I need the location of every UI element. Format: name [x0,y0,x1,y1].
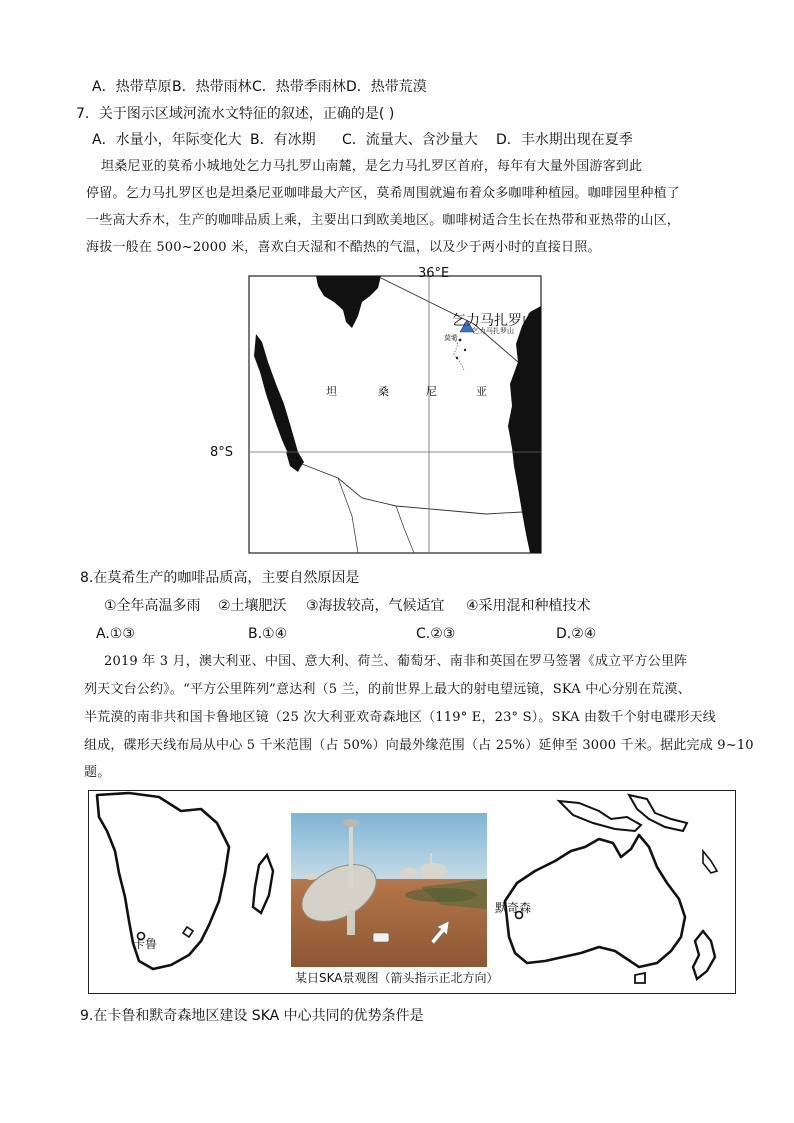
q7-option-a: A．水量小，年际变化大 [92,132,242,148]
q6-option-c: C．热带季雨林 [252,79,346,95]
passage2-line-2: 列天文台公约》。“平方公里阵列”意达利（5 兰，的前世界上最大的射电望远镜，SKA 中心分别在荒漠、 [84,682,691,697]
karoo-label: 卡鲁 [133,937,158,951]
q8-option-d: D.②④ [556,626,597,642]
q8-option-a: A.①③ [96,626,135,642]
country-char-2: 桑 [378,385,389,398]
ska-figure [88,790,736,994]
q7-option-c: C．流量大、含沙量大 [342,132,478,148]
city-label: 莫希 [444,334,458,342]
q6-option-b: B．热带雨林 [172,79,252,95]
q9-stem: 9.在卡鲁和默奇森地区建设 SKA 中心共同的优势条件是 [80,1008,424,1024]
australia-map [489,791,733,991]
passage1-line-1: 坦桑尼亚的莫希小城地处乞力马扎罗山南麓，是乞力马扎罗区首府，每年有大量外国游客到此 [101,159,643,174]
passage1-line-3: 一些高大乔木，生产的咖啡品质上乘，主要出口到欧美地区。咖啡树适合生长在热带和亚热带的山区， [86,213,681,228]
passage2-line-5: 题。 [84,765,111,780]
parallel-8s-label: 8°S [210,445,234,460]
q8-option-c: C.②③ [416,626,456,642]
murchison-label: 默奇森 [495,901,532,915]
country-char-1: 坦 [326,385,337,398]
passage1-line-4: 海拔一般在 500~2000 米，喜欢白天湿和不酷热的气温，以及少于两小时的直接日照。 [86,240,601,255]
ska-photo [291,813,499,991]
q8-statement-4: ④采用混和种植技术 [466,598,591,614]
passage2-line-1: 2019 年 3 月，澳大利亚、中国、意大利、荷兰、葡萄牙、南非和英国在罗马签署《成立平方公里阵 [104,654,688,669]
q6-option-a: A．热带草原 [92,79,172,95]
q6-option-d: D．热带荒漠 [346,79,427,95]
q7-option-d: D．丰水期出现在夏季 [496,132,633,148]
country-char-4: 亚 [476,385,487,398]
q7-option-b: B．有冰期 [250,132,316,148]
q8-stem: 8.在莫希生产的咖啡品质高，主要自然原因是 [80,570,360,586]
meridian-36e-label: 36°E [418,266,450,281]
southern-africa-map [89,791,289,991]
mountain-label: 乞力马扎罗山 [452,313,536,329]
ska-photo-graphic [291,813,487,967]
q8-statement-1: ①全年高温多雨 [104,598,201,614]
country-char-3: 尼 [426,385,437,398]
small-mountain-label: 乞力马扎罗山 [472,327,514,335]
passage2-line-3: 半荒漠的南非共和国卡鲁地区镜（25 次大利亚欢奇森地区（119° E，23° S）。SKA 由数千个射电碟形天线 [84,710,717,725]
q7-stem: 7．关于图示区域河流水文特征的叙述，正确的是( ) [76,106,395,122]
passage2-line-4: 组成，碟形天线布局从中心 5 千米范围（占 50%）向最外缘范围（占 25%）延伸至 3000 千米。据此完成 9~10 [84,738,754,753]
passage1-line-2: 停留。乞力马扎罗区也是坦桑尼亚咖啡最大产区，莫希周围就遍布着众多咖啡种植园。咖啡园里种植了 [86,186,681,201]
q8-option-b: B.①④ [248,626,288,642]
ska-photo-caption: 某日SKA景观图（箭头指示正北方向） [295,971,499,985]
q8-statement-3: ③海拔较高，气候适宜 [306,598,445,614]
q8-statement-2: ②土壤肥沃 [218,598,287,614]
